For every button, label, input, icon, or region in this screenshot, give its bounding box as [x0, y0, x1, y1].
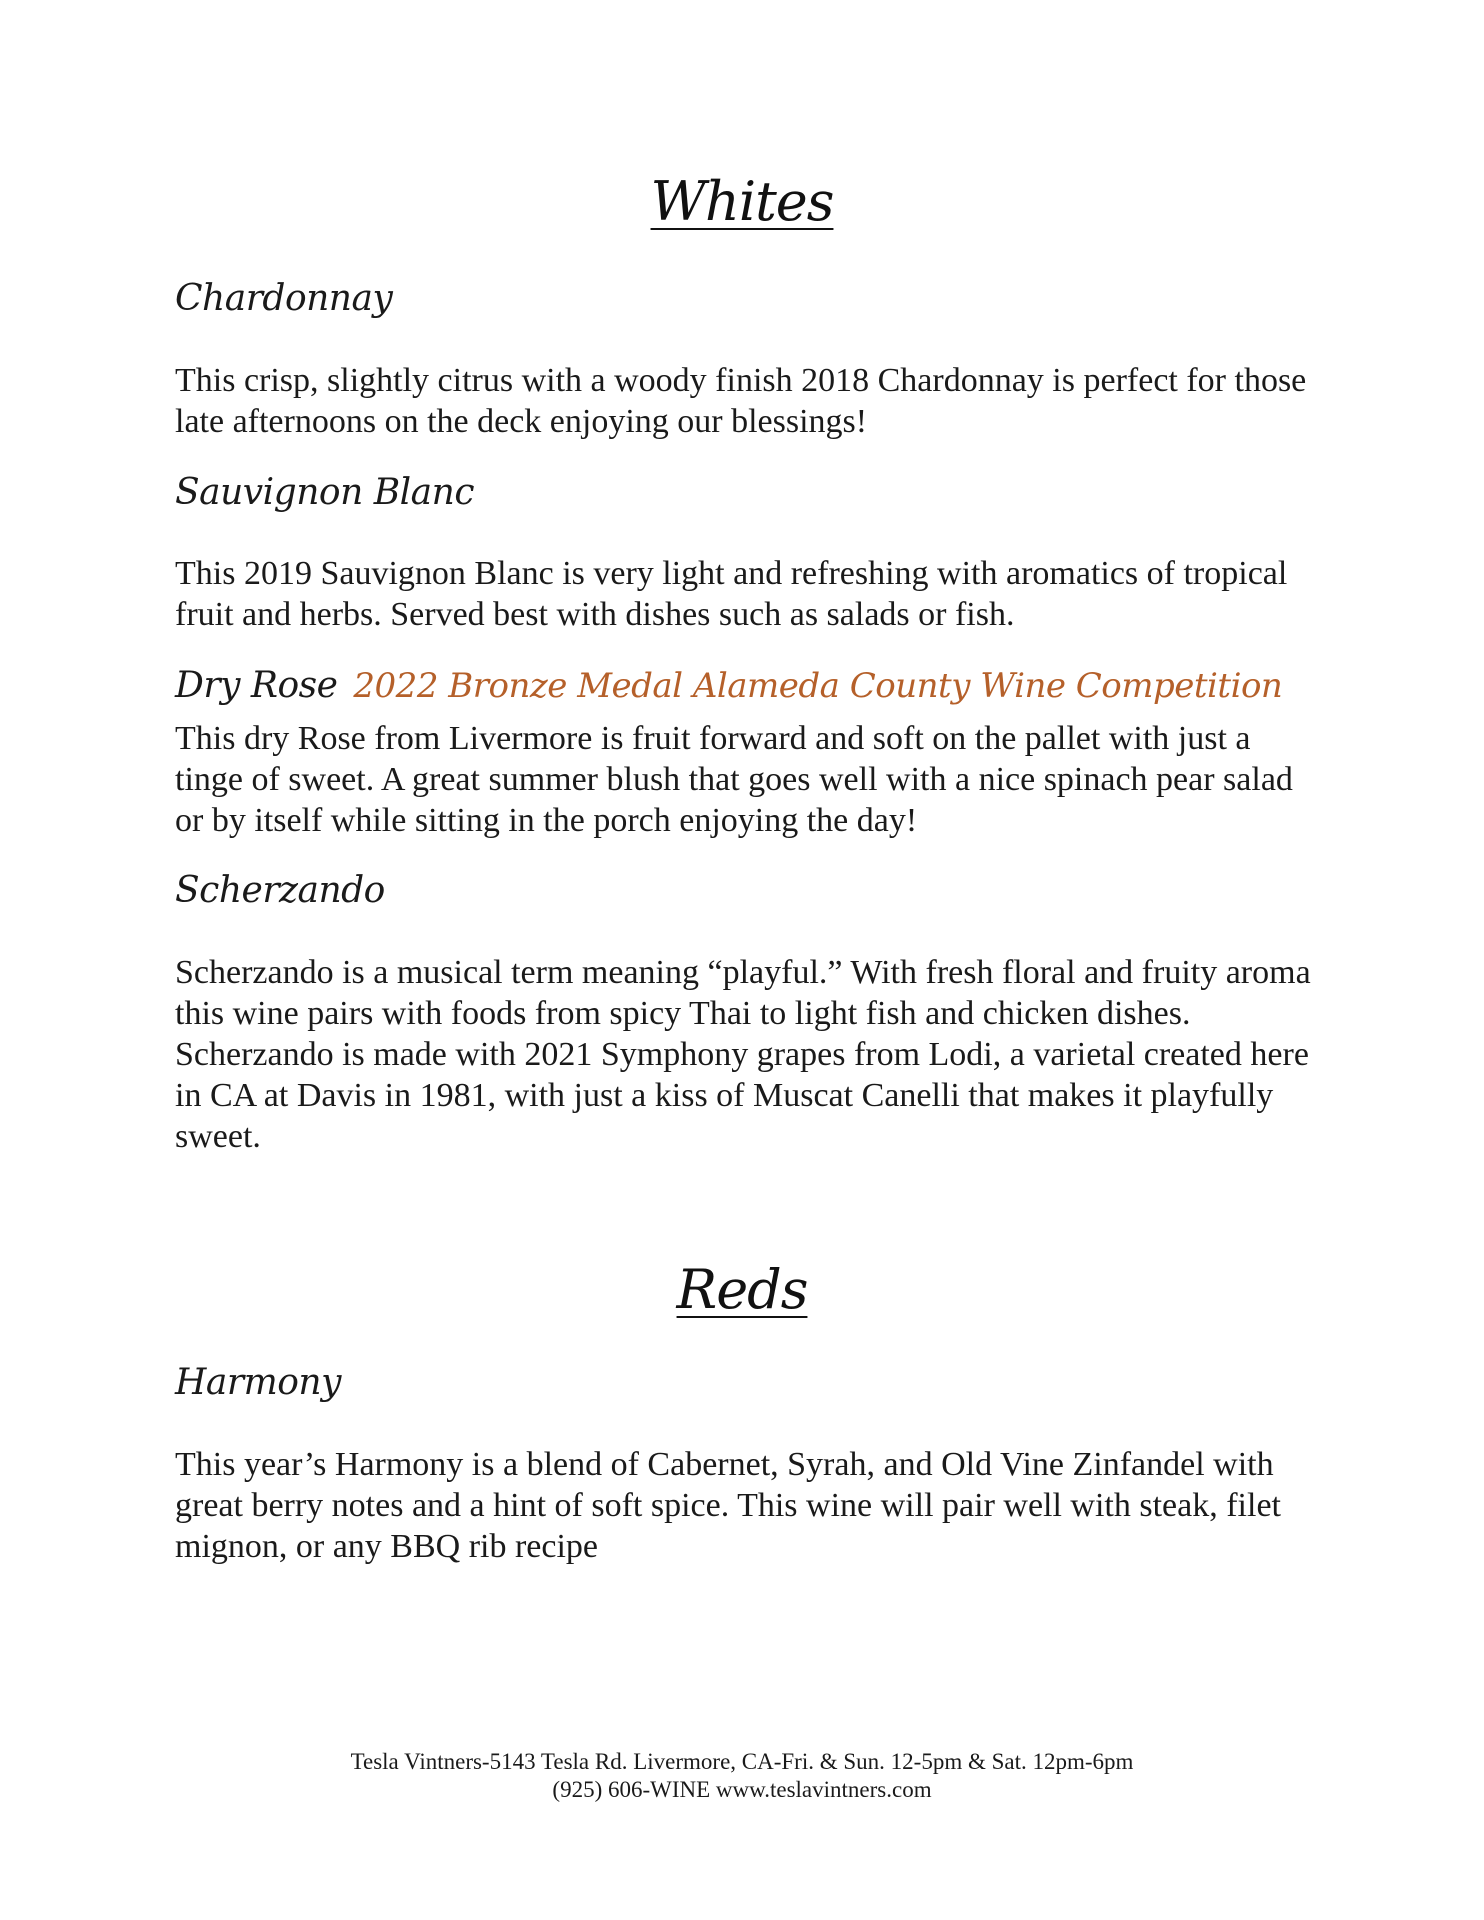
wine-name-sauvignon-blanc: Sauvignon Blanc: [175, 472, 474, 513]
reds-heading: Reds: [676, 1258, 808, 1321]
wine-name-dry-rose: Dry Rose: [175, 665, 338, 706]
wine-name-scherzando: Scherzando: [175, 870, 385, 911]
wine-description-sauvignon-blanc: This 2019 Sauvignon Blanc is very light and refreshing with aromatics of tropical fruit and herbs. Served best with dishes such as salads or fish.: [175, 555, 1288, 633]
wine-description-chardonnay: This crisp, slightly citrus with a woody finish 2018 Chardonnay is perfect for those late afternoons on the deck enjoying our blessings!: [175, 362, 1307, 440]
wine-description-scherzando: Scherzando is a musical term meaning “playful.” With fresh floral and fruity aroma this wine pairs with foods from spicy Thai to light fish and chicken dishes. Scherzando is made with 2021 Symphony grapes from Lodi, a varietal created here in CA at Davis in 1981, with just a kiss of Muscat Canelli that makes it playfully sweet.: [175, 954, 1311, 1155]
wine-name-chardonnay: Chardonnay: [175, 278, 393, 319]
footer: [0, 1748, 1484, 1804]
wine-description-dry-rose: This dry Rose from Livermore is fruit forward and soft on the pallet with just a tinge of sweet. A great summer blush that goes well with a nice spinach pear salad or by itself while sitting in the porch enjoying the day!: [175, 720, 1293, 839]
wine-name-harmony: Harmony: [175, 1362, 341, 1403]
wine-description-harmony: This year’s Harmony is a blend of Cabernet, Syrah, and Old Vine Zinfandel with great berry notes and a hint of soft spice. This wine will pair well with steak, filet mignon, or any BBQ rib recipe: [175, 1446, 1281, 1565]
award-badge: 2022 Bronze Medal Alameda County Wine Competition: [353, 666, 1283, 706]
footer-contact: (925) 606-WINE www.teslavintners.com: [552, 1777, 932, 1802]
footer-address-hours: Tesla Vintners-5143 Tesla Rd. Livermore, CA-Fri. & Sun. 12-5pm & Sat. 12pm-6pm: [350, 1749, 1134, 1774]
whites-heading: Whites: [650, 170, 834, 233]
wine-heading-dry-rose: [175, 665, 1282, 706]
